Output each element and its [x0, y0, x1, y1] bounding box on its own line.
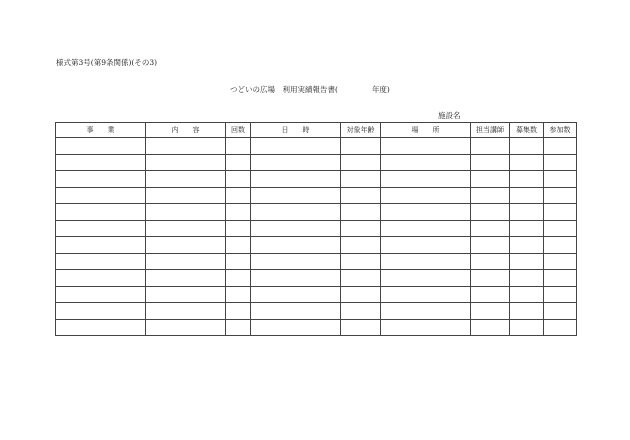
table-cell-place[interactable]: [381, 220, 471, 237]
table-cell-recruit[interactable]: [510, 154, 544, 171]
table-cell-recruit[interactable]: [510, 253, 544, 270]
table-cell-event[interactable]: [56, 286, 146, 303]
table-cell-age[interactable]: [341, 303, 381, 320]
table-cell-datetime[interactable]: [251, 171, 341, 188]
table-cell-place[interactable]: [381, 286, 471, 303]
table-cell-age[interactable]: [341, 204, 381, 221]
table-cell-place[interactable]: [381, 303, 471, 320]
table-cell-age[interactable]: [341, 319, 381, 336]
facility-name-label: 施設名: [438, 111, 461, 120]
table-cell-datetime[interactable]: [251, 138, 341, 155]
table-row: [56, 154, 577, 171]
table-cell-event[interactable]: [56, 187, 146, 204]
table-cell-instructor[interactable]: [471, 253, 510, 270]
table-cell-content[interactable]: [146, 303, 226, 320]
table-cell-event[interactable]: [56, 319, 146, 336]
table-cell-recruit[interactable]: [510, 270, 544, 287]
table-cell-datetime[interactable]: [251, 187, 341, 204]
table-cell-place[interactable]: [381, 237, 471, 254]
table-cell-datetime[interactable]: [251, 253, 341, 270]
table-row: [56, 171, 577, 188]
header-instructor: 担当講師: [471, 123, 510, 138]
table-cell-participants[interactable]: [544, 270, 577, 287]
table-cell-age[interactable]: [341, 253, 381, 270]
header-count: 回数: [226, 123, 251, 138]
table-cell-participants[interactable]: [544, 187, 577, 204]
table-cell-instructor[interactable]: [471, 270, 510, 287]
table-cell-datetime[interactable]: [251, 220, 341, 237]
table-cell-datetime[interactable]: [251, 270, 341, 287]
table-cell-content[interactable]: [146, 154, 226, 171]
table-cell-event[interactable]: [56, 204, 146, 221]
table-cell-count[interactable]: [226, 319, 251, 336]
table-cell-participants[interactable]: [544, 319, 577, 336]
table-row: [56, 253, 577, 270]
table-cell-datetime[interactable]: [251, 204, 341, 221]
table-cell-content[interactable]: [146, 204, 226, 221]
header-participant-number: 参加数: [544, 123, 577, 138]
table-cell-instructor[interactable]: [471, 286, 510, 303]
table-cell-age[interactable]: [341, 270, 381, 287]
table-cell-count[interactable]: [226, 237, 251, 254]
table-row: [56, 319, 577, 336]
table-cell-count[interactable]: [226, 187, 251, 204]
table-cell-count[interactable]: [226, 138, 251, 155]
table-row: [56, 270, 577, 287]
table-cell-place[interactable]: [381, 187, 471, 204]
table-cell-recruit[interactable]: [510, 303, 544, 320]
table-cell-content[interactable]: [146, 138, 226, 155]
table-row: [56, 204, 577, 221]
table-cell-datetime[interactable]: [251, 237, 341, 254]
table-cell-recruit[interactable]: [510, 286, 544, 303]
table-cell-instructor[interactable]: [471, 319, 510, 336]
table-cell-age[interactable]: [341, 138, 381, 155]
table-cell-instructor[interactable]: [471, 303, 510, 320]
table-cell-instructor[interactable]: [471, 138, 510, 155]
table-cell-content[interactable]: [146, 253, 226, 270]
table-cell-place[interactable]: [381, 171, 471, 188]
table-cell-participants[interactable]: [544, 138, 577, 155]
table-cell-place[interactable]: [381, 253, 471, 270]
table-body: [56, 138, 577, 336]
table-cell-event[interactable]: [56, 220, 146, 237]
report-table: [55, 122, 577, 336]
table-row: [56, 187, 577, 204]
table-cell-place[interactable]: [381, 204, 471, 221]
table-cell-datetime[interactable]: [251, 154, 341, 171]
table-cell-count[interactable]: [226, 171, 251, 188]
table-cell-age[interactable]: [341, 187, 381, 204]
table-cell-participants[interactable]: [544, 237, 577, 254]
table-cell-instructor[interactable]: [471, 171, 510, 188]
table-cell-place[interactable]: [381, 138, 471, 155]
table-cell-event[interactable]: [56, 303, 146, 320]
table-cell-content[interactable]: [146, 187, 226, 204]
table-cell-event[interactable]: [56, 270, 146, 287]
table-cell-datetime[interactable]: [251, 303, 341, 320]
table-cell-content[interactable]: [146, 237, 226, 254]
table-cell-participants[interactable]: [544, 303, 577, 320]
table-row: [56, 286, 577, 303]
table-header-row: [56, 123, 577, 138]
header-recruit-number: 募集数: [510, 123, 544, 138]
document-title-main: つどいの広場 利用実績報告書(: [230, 85, 338, 94]
table-cell-age[interactable]: [341, 171, 381, 188]
table-cell-event[interactable]: [56, 138, 146, 155]
table-cell-place[interactable]: [381, 270, 471, 287]
table-row: [56, 220, 577, 237]
table-cell-instructor[interactable]: [471, 204, 510, 221]
table-cell-event[interactable]: [56, 171, 146, 188]
table-cell-instructor[interactable]: [471, 187, 510, 204]
table-cell-event[interactable]: [56, 253, 146, 270]
table-cell-age[interactable]: [341, 237, 381, 254]
table-cell-content[interactable]: [146, 171, 226, 188]
table-cell-datetime[interactable]: [251, 319, 341, 336]
table-cell-instructor[interactable]: [471, 220, 510, 237]
table-cell-age[interactable]: [341, 286, 381, 303]
header-target-age: 対象年齢: [341, 123, 381, 138]
header-event: 事 業: [56, 123, 146, 138]
table-cell-recruit[interactable]: [510, 237, 544, 254]
document-title-year-suffix: 年度): [371, 85, 390, 94]
table-cell-count[interactable]: [226, 303, 251, 320]
table-cell-participants[interactable]: [544, 220, 577, 237]
table-row: [56, 303, 577, 320]
table-cell-count[interactable]: [226, 286, 251, 303]
table-cell-count[interactable]: [226, 204, 251, 221]
header-datetime: 日 時: [251, 123, 341, 138]
header-content: 内 容: [146, 123, 226, 138]
table-row: [56, 237, 577, 254]
table-row: [56, 138, 577, 155]
table-cell-instructor[interactable]: [471, 237, 510, 254]
table-cell-age[interactable]: [341, 220, 381, 237]
document-title: [230, 84, 390, 95]
table-cell-content[interactable]: [146, 286, 226, 303]
form-number: 様式第3号(第9条関係)(その3): [56, 58, 158, 67]
table-cell-participants[interactable]: [544, 253, 577, 270]
table-cell-recruit[interactable]: [510, 138, 544, 155]
table-cell-participants[interactable]: [544, 171, 577, 188]
table-cell-recruit[interactable]: [510, 187, 544, 204]
table-cell-count[interactable]: [226, 220, 251, 237]
table-cell-instructor[interactable]: [471, 154, 510, 171]
table-cell-participants[interactable]: [544, 154, 577, 171]
table-cell-event[interactable]: [56, 237, 146, 254]
table-cell-count[interactable]: [226, 154, 251, 171]
table-cell-age[interactable]: [341, 154, 381, 171]
table-cell-recruit[interactable]: [510, 204, 544, 221]
table-cell-participants[interactable]: [544, 286, 577, 303]
table-cell-content[interactable]: [146, 319, 226, 336]
table-cell-place[interactable]: [381, 319, 471, 336]
table-cell-count[interactable]: [226, 253, 251, 270]
table-cell-place[interactable]: [381, 154, 471, 171]
table-cell-content[interactable]: [146, 270, 226, 287]
table-cell-recruit[interactable]: [510, 220, 544, 237]
table-cell-datetime[interactable]: [251, 286, 341, 303]
table-cell-recruit[interactable]: [510, 171, 544, 188]
table-cell-recruit[interactable]: [510, 319, 544, 336]
table-cell-participants[interactable]: [544, 204, 577, 221]
header-place: 場 所: [381, 123, 471, 138]
table-cell-event[interactable]: [56, 154, 146, 171]
table-cell-count[interactable]: [226, 270, 251, 287]
table-cell-content[interactable]: [146, 220, 226, 237]
